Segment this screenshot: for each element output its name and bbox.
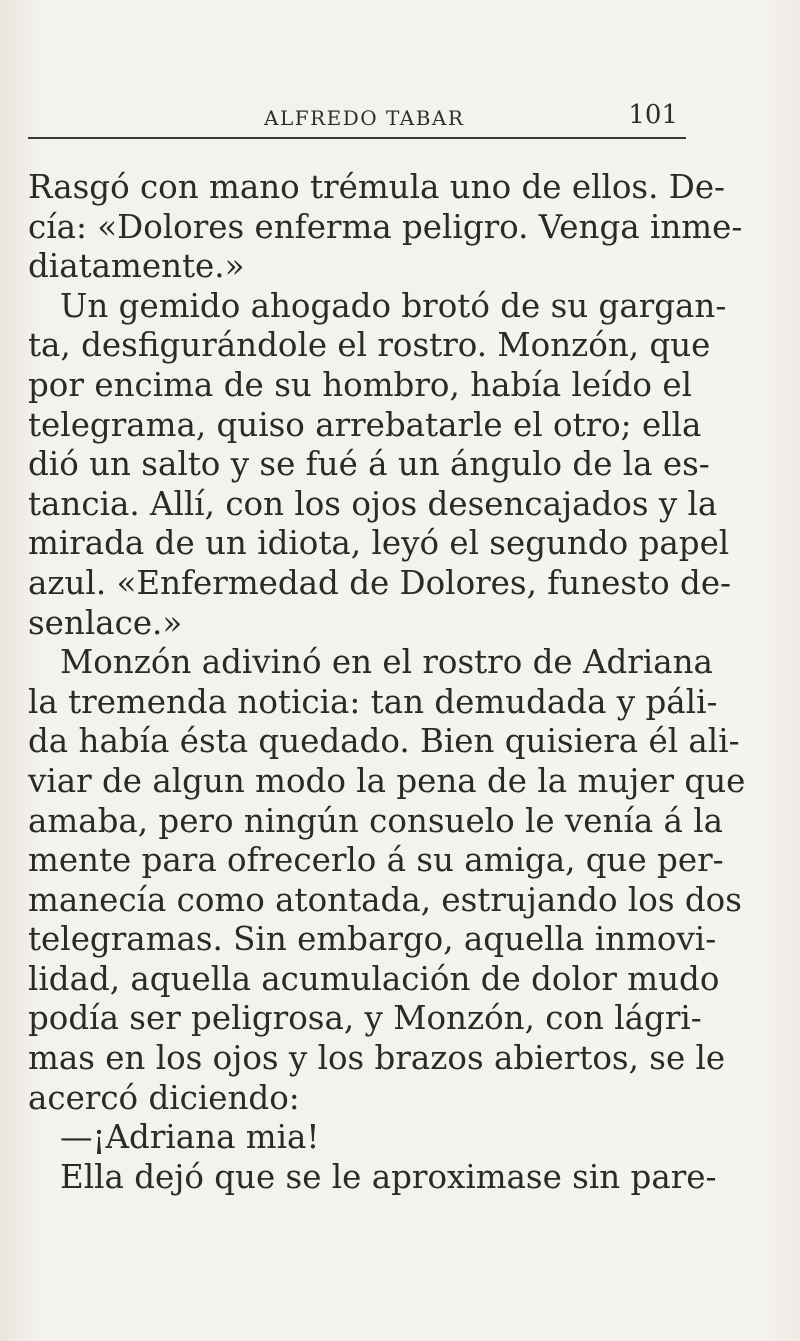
text-line: dió un salto y se fué á un ángulo de la es- <box>28 445 710 484</box>
text-line: manecía como atontada, estrujando los dos <box>28 880 742 919</box>
text-line: podía ser peligrosa, y Monzón, con lágri- <box>28 999 702 1038</box>
page-header <box>28 98 686 132</box>
text-line: la tremenda noticia: tan demudada y páli- <box>28 682 718 721</box>
text-line: lidad, aquella acumulación de dolor mudo <box>28 959 720 998</box>
text-line: acercó diciendo: <box>28 1078 300 1117</box>
text-line: ta, desfigurándole el rostro. Monzón, que <box>28 326 711 365</box>
text-line: mirada de un idiota, leyó el segundo papel <box>28 524 730 563</box>
text-line: da había ésta quedado. Bien quisiera él ali- <box>28 722 740 761</box>
text-line: diatamente.» <box>28 247 245 286</box>
text-line: telegrama, quiso arrebatarle el otro; ella <box>28 405 702 444</box>
text-line: telegramas. Sin embargo, aquella inmovi- <box>28 920 717 959</box>
header-rule <box>28 137 686 139</box>
body-text <box>28 168 746 1197</box>
text-line: mas en los ojos y los brazos abiertos, se le <box>28 1039 726 1078</box>
running-head: ALFREDO TABAR <box>264 106 465 130</box>
text-line: azul. «Enfermedad de Dolores, funesto de- <box>28 563 732 602</box>
text-line: mente para ofrecerlo á su amiga, que per- <box>28 841 724 880</box>
text-line: cía: «Dolores enferma peligro. Venga inme- <box>28 207 743 246</box>
text-line: tancia. Allí, con los ojos desencajados y la <box>28 484 718 523</box>
text-line: Rasgó con mano trémula uno de ellos. De- <box>28 168 726 206</box>
text-line: senlace.» <box>28 603 183 642</box>
text-line: por encima de su hombro, había leído el <box>28 365 692 404</box>
text-line: Un gemido ahogado brotó de su gargan- <box>60 286 727 325</box>
text-line: Ella dejó que se le aproximase sin pare- <box>60 1157 717 1196</box>
text-line: amaba, pero ningún consuelo le venía á la <box>28 801 724 840</box>
text-line: —¡Adriana mia! <box>60 1118 320 1157</box>
text-line: viar de algun modo la pena de la mujer que <box>28 761 746 800</box>
text-line: Monzón adivinó en el rostro de Adriana <box>60 643 713 682</box>
page-number: 101 <box>628 100 678 130</box>
